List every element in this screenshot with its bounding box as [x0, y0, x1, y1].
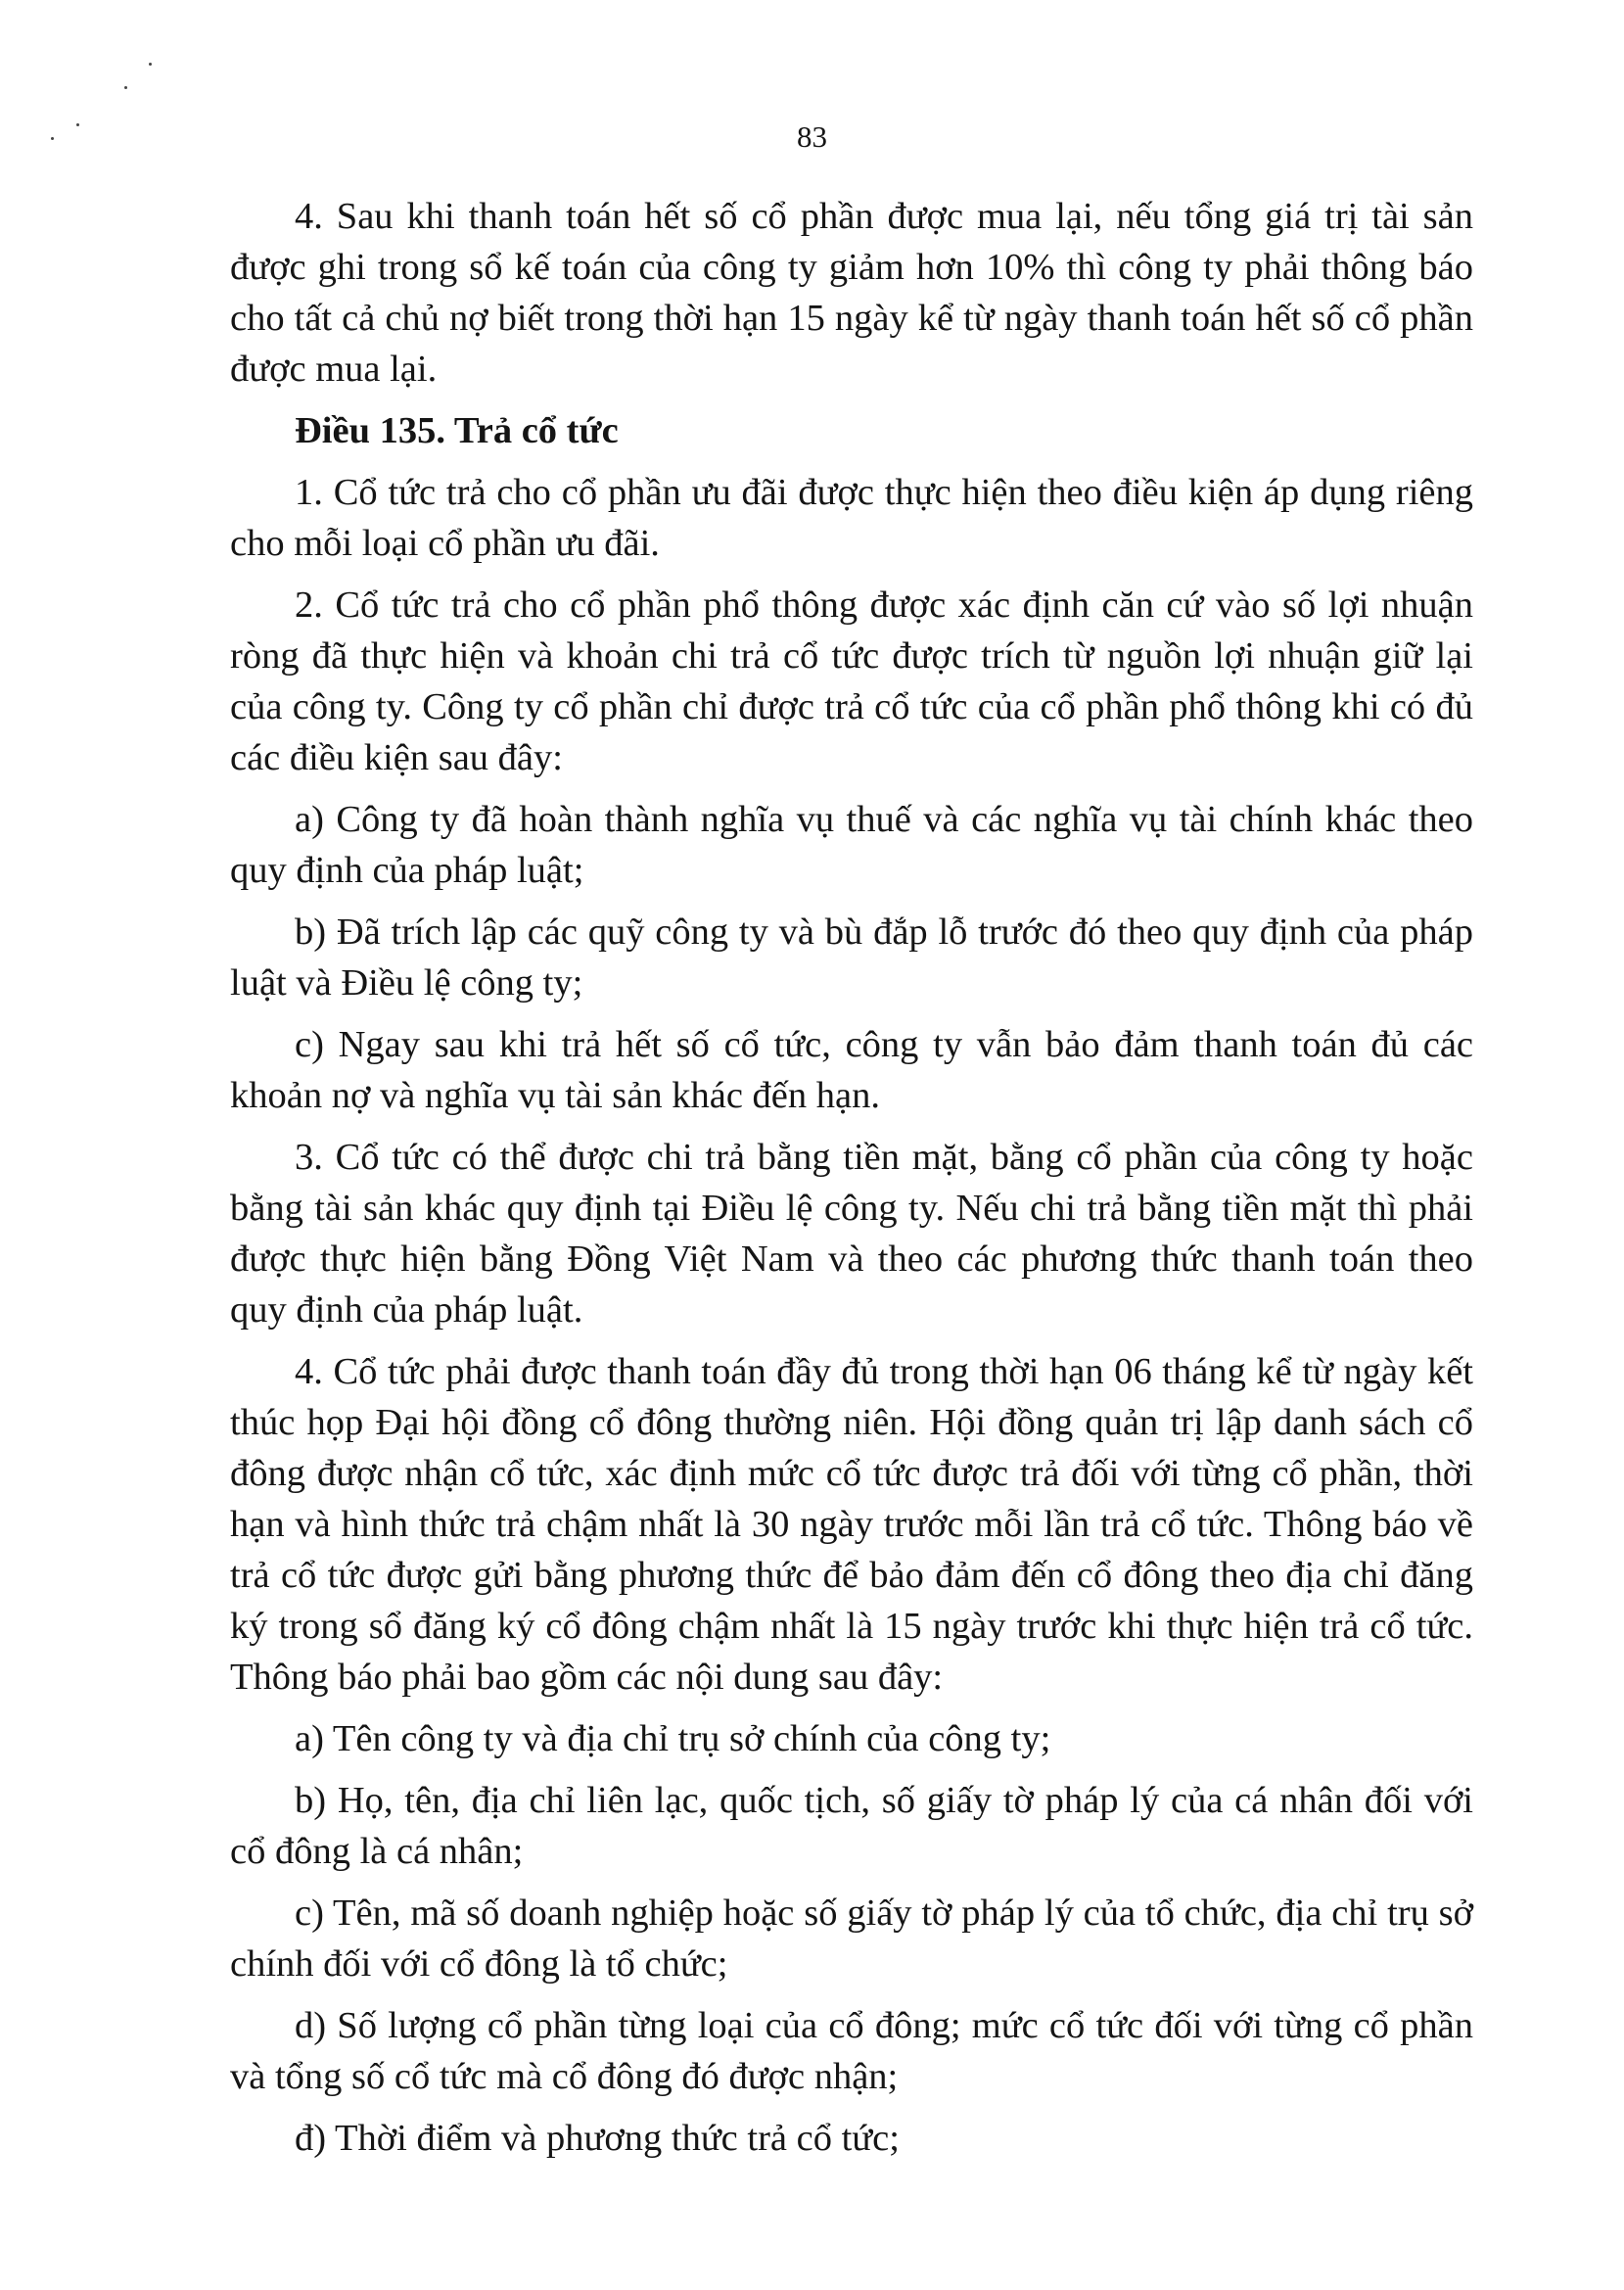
notice-item-d: d) Số lượng cổ phần từng loại của cổ đông; mức cổ tức đối với từng cổ phần và tổng số cổ tức mà cổ đông đó được nhận;: [230, 2005, 1473, 2097]
paragraph-3-payment-form: 3. Cổ tức có thể được chi trả bằng tiền mặt, bằng cổ phần của công ty hoặc bằng tài sản khác quy định tại Điều lệ công ty. Nếu chi trả bằng tiền mặt thì phải được thực hiện bằng Đồng Việt Nam và theo các phương thức thanh toán theo quy định của pháp luật.: [230, 1137, 1473, 1331]
condition-c: c) Ngay sau khi trả hết số cổ tức, công ty vẫn bảo đảm thanh toán đủ các khoản nợ và nghĩa vụ tài sản khác đến hạn.: [230, 1024, 1473, 1116]
page-number: 83: [797, 119, 827, 154]
notice-item-dd: đ) Thời điểm và phương thức trả cổ tức;: [295, 2118, 900, 2159]
condition-a: a) Công ty đã hoàn thành nghĩa vụ thuế và các nghĩa vụ tài chính khác theo quy định của pháp luật;: [230, 799, 1473, 891]
condition-b: b) Đã trích lập các quỹ công ty và bù đắp lỗ trước đó theo quy định của pháp luật và Điều lệ công ty;: [230, 911, 1473, 1004]
paragraph-1-preferred-dividend: 1. Cổ tức trả cho cổ phần ưu đãi được thực hiện theo điều kiện áp dụng riêng cho mỗi loại cổ phần ưu đãi.: [230, 472, 1473, 564]
notice-item-c: c) Tên, mã số doanh nghiệp hoặc số giấy tờ pháp lý của tổ chức, địa chỉ trụ sở chính đối với cổ đông là tổ chức;: [230, 1893, 1473, 1985]
document-body: [230, 191, 1473, 2174]
notice-item-b: b) Họ, tên, địa chỉ liên lạc, quốc tịch, số giấy tờ pháp lý của cá nhân đối với cổ đông là cá nhân;: [230, 1780, 1473, 1872]
notice-item-a: a) Tên công ty và địa chỉ trụ sở chính của công ty;: [295, 1718, 1051, 1759]
article-135-heading: Điều 135. Trả cổ tức: [295, 410, 619, 451]
scan-speck: [124, 86, 127, 89]
paragraph-2-common-dividend: 2. Cổ tức trả cho cổ phần phổ thông được xác định căn cứ vào số lợi nhuận ròng đã thực hiện và khoản chi trả cổ tức được trích từ nguồn lợi nhuận giữ lại của công ty. Công ty cổ phần chỉ được trả cổ tức của cổ phần phổ thông khi có đủ các điều kiện sau đây:: [230, 584, 1473, 778]
scan-speck: [149, 63, 152, 66]
paragraph-4-payment-deadline: 4. Cổ tức phải được thanh toán đầy đủ trong thời hạn 06 tháng kể từ ngày kết thúc họp Đại hội đồng cổ đông thường niên. Hội đồng quản trị lập danh sách cổ đông được nhận cổ tức, xác định mức cổ tức được trả đối với từng cổ phần, thời hạn và hình thức trả chậm nhất là 30 ngày trước mỗi lần trả cổ tức. Thông báo về trả cổ tức được gửi bằng phương thức để bảo đảm đến cổ đông theo địa chỉ đăng ký trong sổ đăng ký cổ đông chậm nhất là 15 ngày trước khi thực hiện trả cổ tức. Thông báo phải bao gồm các nội dung sau đây:: [230, 1351, 1473, 1698]
paragraph-4-repurchase-notice: 4. Sau khi thanh toán hết số cổ phần được mua lại, nếu tổng giá trị tài sản được ghi trong sổ kế toán của công ty giảm hơn 10% thì công ty phải thông báo cho tất cả chủ nợ biết trong thời hạn 15 ngày kể từ ngày thanh toán hết số cổ phần được mua lại.: [230, 196, 1473, 390]
